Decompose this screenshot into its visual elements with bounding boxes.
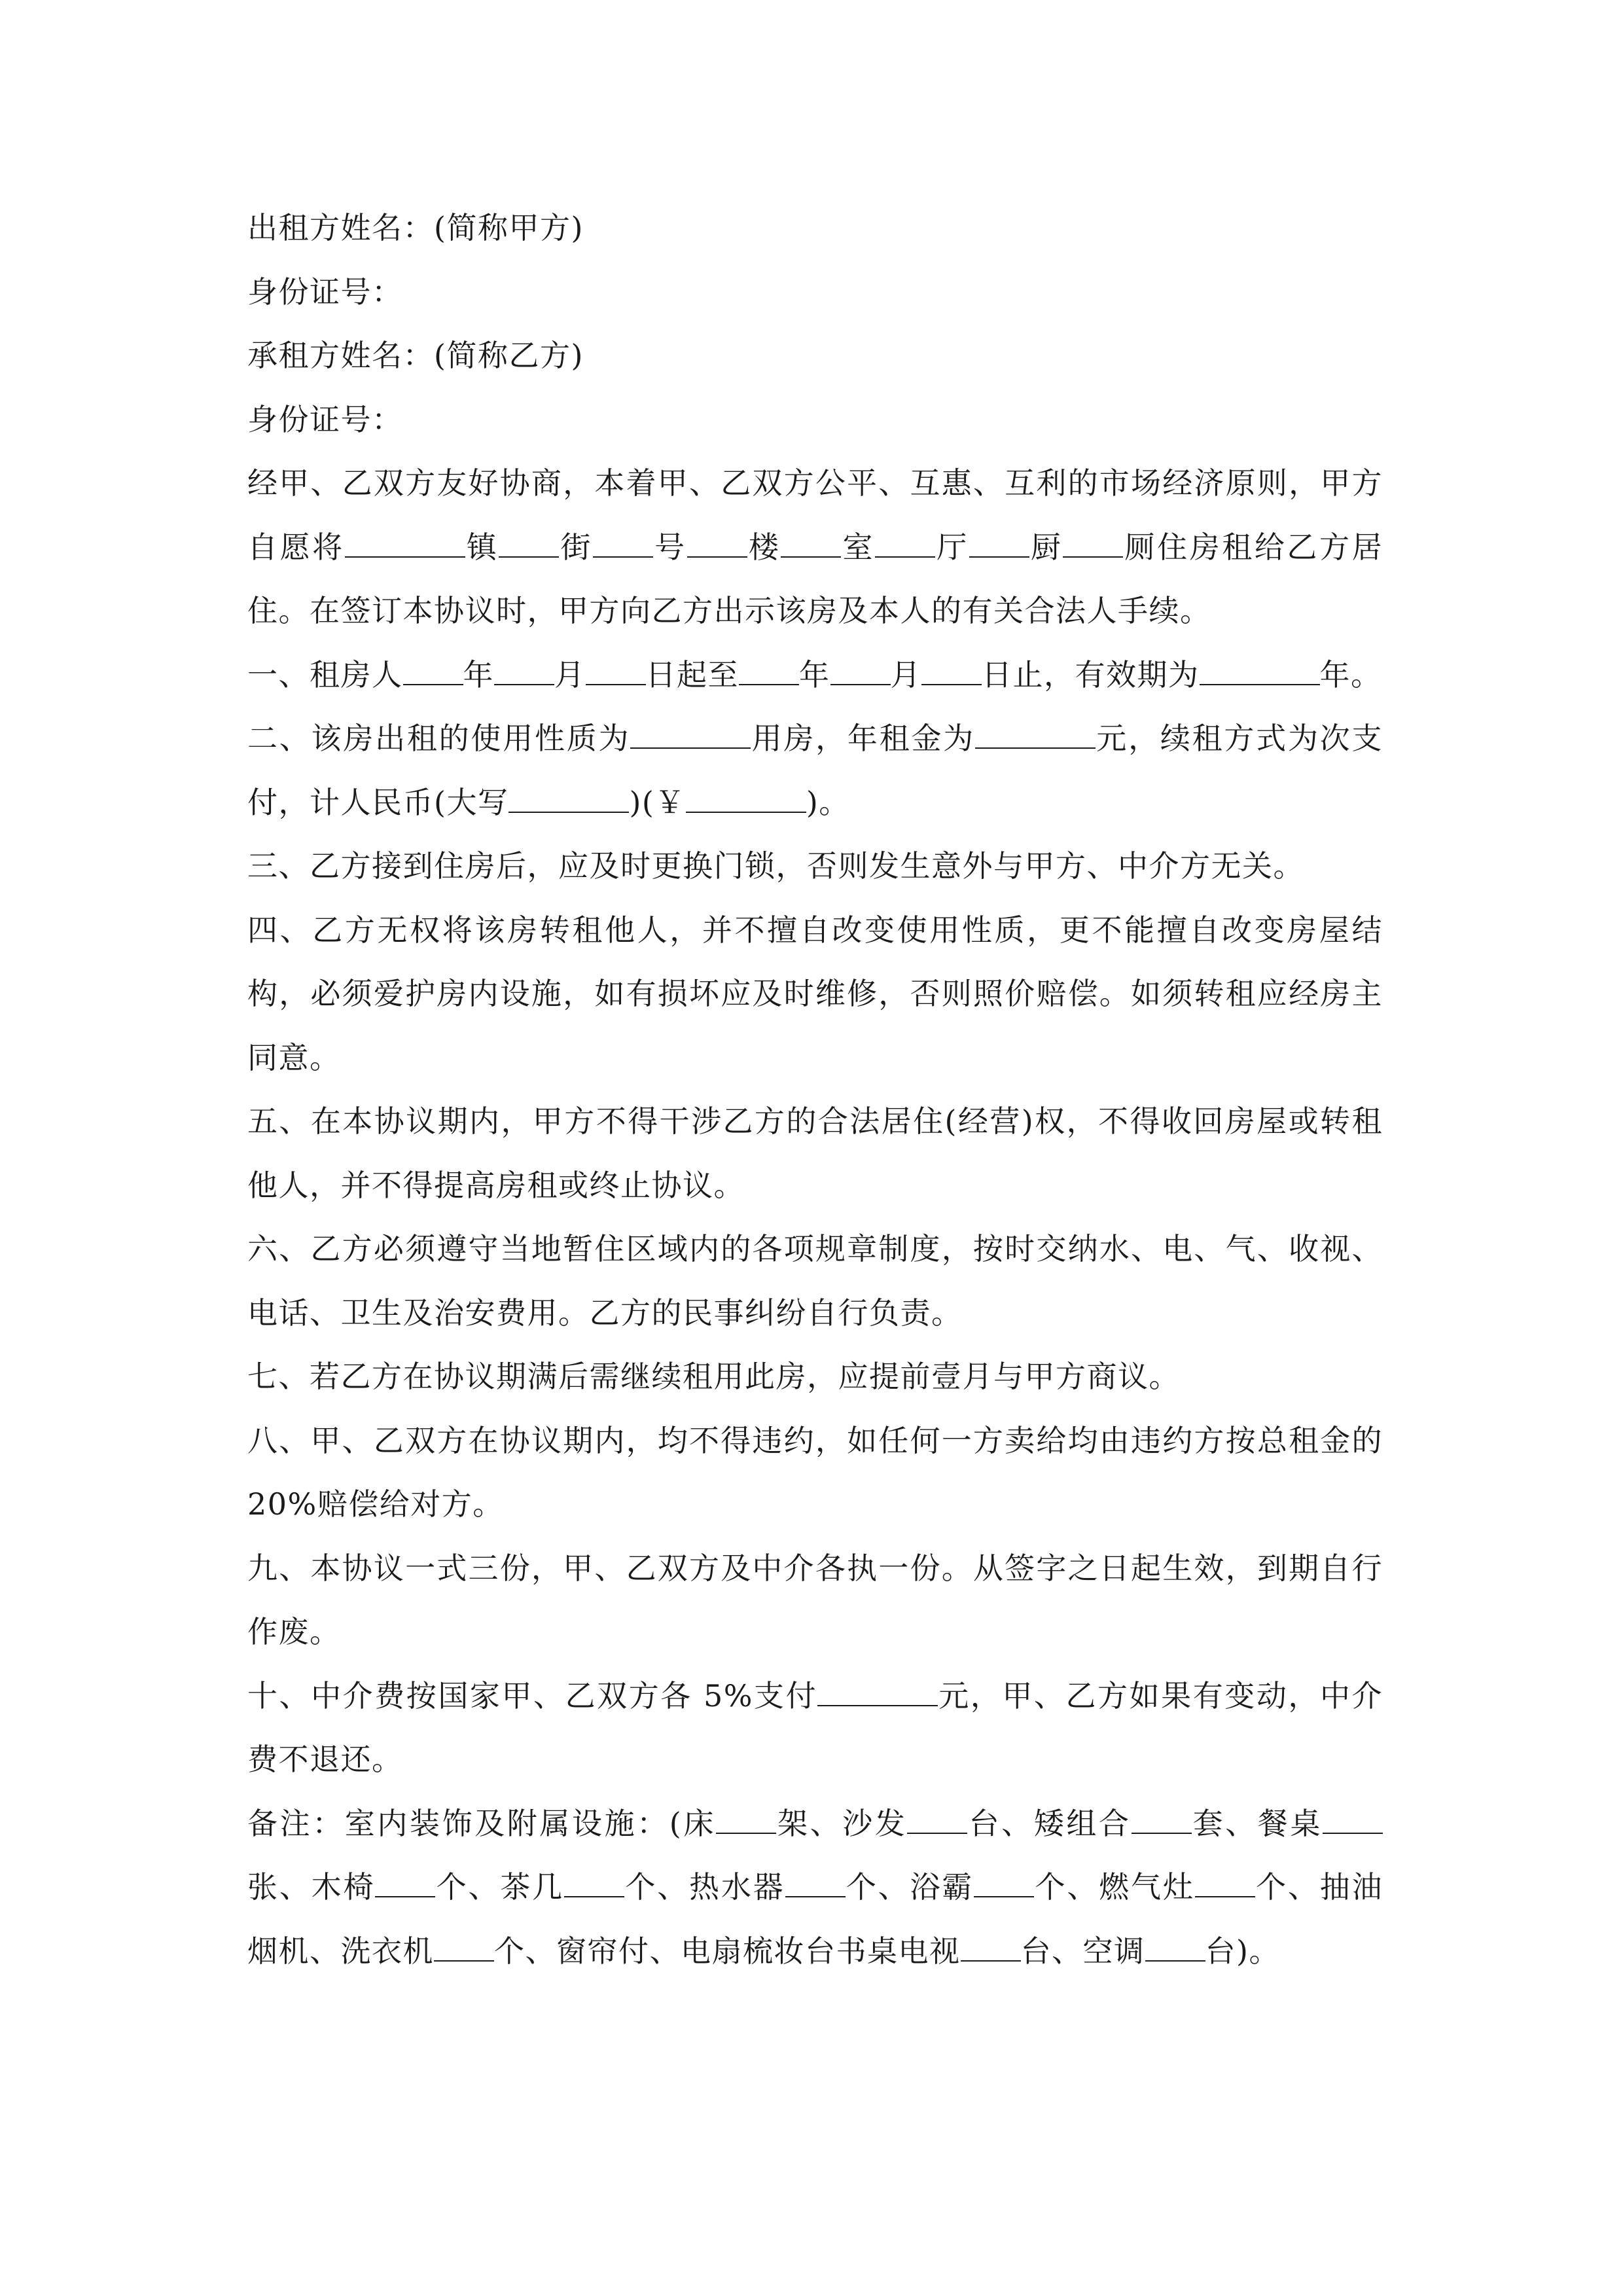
clause-text: 年。 — [1319, 656, 1382, 692]
clause-text: 七、若乙方在协议期满后需继续租用此房，应提前壹月与甲方商议。 — [247, 1359, 1180, 1394]
remarks-text: 个、浴霸 — [845, 1869, 974, 1905]
remarks-text: 台、空调 — [1020, 1933, 1145, 1969]
remarks-paragraph — [247, 1792, 1383, 1984]
lessor-name-text: 出租方姓名：(简称甲方) — [247, 210, 584, 245]
remarks-text: 个、茶几 — [435, 1869, 565, 1905]
clause-text: 用房，年租金为 — [751, 721, 976, 756]
clause-10 — [247, 1664, 1383, 1792]
lessee-id-text: 身份证号： — [247, 401, 403, 437]
clause-text: 八、甲、乙双方在协议期内，均不得违约，如任何一方卖给均由违约方按总租金的 20%赔偿给对方。 — [247, 1422, 1383, 1522]
preamble-text: 号 — [653, 529, 687, 565]
lessee-name-text: 承租方姓名：(简称乙方) — [247, 338, 584, 373]
clause-5 — [247, 1090, 1383, 1217]
contract-body — [247, 196, 1383, 1983]
blank-field[interactable] — [1145, 1934, 1205, 1962]
blank-field[interactable] — [974, 1870, 1034, 1897]
clause-text: 年 — [463, 656, 494, 692]
blank-field[interactable] — [817, 1679, 938, 1706]
preamble-text: 厕住房租给乙方居住。在签订本协议时，甲方向乙方出示该房及本人的有关合法人手续。 — [247, 529, 1383, 628]
blank-field[interactable] — [403, 658, 463, 685]
remarks-text: 个、窗帘付、电扇梳妆台书桌电视 — [494, 1933, 961, 1969]
blank-field[interactable] — [508, 785, 629, 813]
blank-field[interactable] — [375, 1870, 435, 1897]
remarks-text: 个、抽油烟机、洗衣机 — [247, 1869, 1383, 1969]
clause-text: 年 — [799, 656, 830, 692]
clause-4 — [247, 899, 1383, 1090]
lessee-name-line — [247, 324, 1383, 388]
remarks-text: 台)。 — [1205, 1933, 1280, 1969]
clause-3 — [247, 834, 1383, 899]
blank-field[interactable] — [687, 530, 747, 558]
clause-text: 九、本协议一式三份，甲、乙双方及中介各执一份。从签字之日起生效，到期自行作废。 — [247, 1550, 1383, 1649]
blank-field[interactable] — [1063, 530, 1123, 558]
clause-text: 三、乙方接到住房后，应及时更换门锁，否则发生意外与甲方、中介方无关。 — [247, 848, 1304, 884]
blank-field[interactable] — [921, 658, 982, 685]
clause-text: 六、乙方必须遵守当地暂住区域内的各项规章制度，按时交纳水、电、气、收视、电话、卫生及治安费用。乙方的民事纠纷自行负责。 — [247, 1231, 1383, 1331]
blank-field[interactable] — [1323, 1806, 1383, 1834]
preamble-text: 室 — [841, 529, 876, 565]
clause-text: 二、该房出租的使用性质为 — [247, 721, 631, 756]
clause-6 — [247, 1217, 1383, 1345]
blank-field[interactable] — [975, 721, 1096, 749]
remarks-text: 台、矮组合 — [967, 1805, 1132, 1841]
blank-field[interactable] — [716, 1806, 776, 1834]
clause-text: 日起至 — [645, 656, 739, 692]
blank-field[interactable] — [969, 530, 1029, 558]
blank-field[interactable] — [1195, 1870, 1255, 1897]
clause-text: 日止，有效期为 — [982, 656, 1200, 692]
blank-field[interactable] — [630, 721, 751, 749]
blank-field[interactable] — [907, 1806, 967, 1834]
preamble-text: 楼 — [747, 529, 781, 565]
lessor-id-line — [247, 260, 1383, 325]
clause-7 — [247, 1345, 1383, 1409]
blank-field[interactable] — [686, 785, 806, 813]
clause-8 — [247, 1409, 1383, 1537]
clause-text: 十、中介费按国家甲、乙双方各 5%支付 — [247, 1677, 818, 1713]
blank-field[interactable] — [781, 530, 841, 558]
blank-field[interactable] — [345, 530, 465, 558]
lessor-name-line — [247, 196, 1383, 260]
blank-field[interactable] — [593, 530, 653, 558]
preamble-text: 街 — [559, 529, 594, 565]
blank-field[interactable] — [499, 530, 559, 558]
remarks-text: 备注：室内装饰及附属设施：(床 — [247, 1805, 716, 1841]
blank-field[interactable] — [434, 1934, 494, 1962]
clause-text: 一、租房人 — [247, 656, 403, 692]
clause-text: 五、在本协议期内，甲方不得干涉乙方的合法居住(经营)权，不得收回房屋或转租他人，并不得提高房租或终止协议。 — [247, 1103, 1383, 1203]
remarks-text: 张、木椅 — [247, 1869, 376, 1905]
preamble-text: 经甲、乙双方友好协商，本着甲、乙双方公平、互惠、互利的市场经济原则，甲方自愿将 — [247, 465, 1383, 565]
blank-field[interactable] — [494, 658, 554, 685]
clause-text: )。 — [806, 784, 850, 820]
blank-field[interactable] — [1132, 1806, 1192, 1834]
lessor-id-text: 身份证号： — [247, 274, 403, 310]
clause-text: 四、乙方无权将该房转租他人，并不擅自改变使用性质，更不能擅自改变房屋结构，必须爱护房内设施，如有损坏应及时维修，否则照价赔偿。如须转租应经房主同意。 — [247, 912, 1383, 1075]
blank-field[interactable] — [586, 658, 646, 685]
blank-field[interactable] — [564, 1870, 624, 1897]
clause-text: 月 — [890, 656, 921, 692]
lessee-id-line — [247, 388, 1383, 452]
remarks-text: 个、燃气灶 — [1034, 1869, 1195, 1905]
clause-2 — [247, 707, 1383, 834]
remarks-text: 架、沙发 — [776, 1805, 908, 1841]
clause-text: 元，甲、乙方如果有变动，中介费不退还。 — [247, 1677, 1383, 1777]
preamble-paragraph — [247, 452, 1383, 643]
blank-field[interactable] — [961, 1934, 1021, 1962]
preamble-text: 镇 — [465, 529, 499, 565]
clause-text: 月 — [554, 656, 586, 692]
clause-9 — [247, 1537, 1383, 1664]
remarks-text: 个、热水器 — [624, 1869, 785, 1905]
blank-field[interactable] — [875, 530, 935, 558]
clause-text: 元，续租方式为次支付，计人民币(大写 — [247, 721, 1383, 820]
blank-field[interactable] — [785, 1870, 846, 1897]
preamble-text: 厨 — [1029, 529, 1063, 565]
blank-field[interactable] — [739, 658, 799, 685]
remarks-text: 套、餐桌 — [1191, 1805, 1323, 1841]
clause-1 — [247, 643, 1383, 708]
clause-text: )(￥ — [629, 784, 686, 820]
blank-field[interactable] — [830, 658, 891, 685]
preamble-text: 厅 — [935, 529, 969, 565]
blank-field[interactable] — [1200, 658, 1320, 685]
